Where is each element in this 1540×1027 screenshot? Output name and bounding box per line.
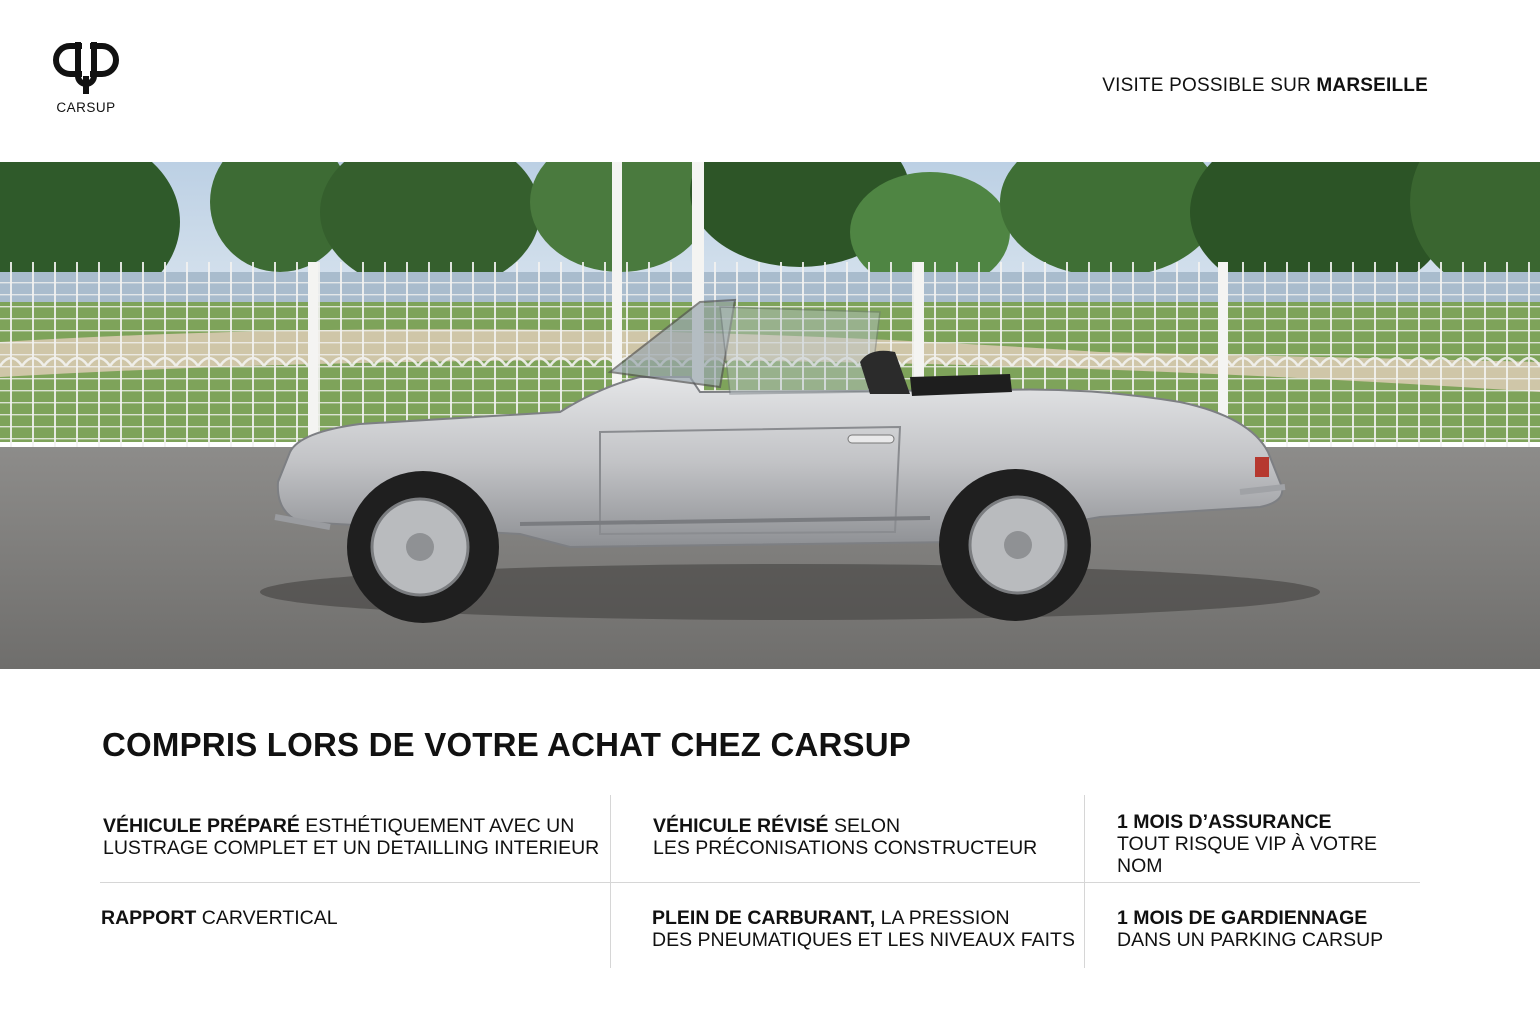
item-text-1: ESTHÉTIQUEMENT AVEC UN: [299, 815, 575, 837]
logo-wordmark: CARSUP: [56, 100, 116, 115]
item-text-2: LUSTRAGE COMPLET ET UN DETAILLING INTERIEUR: [103, 837, 600, 859]
included-item-revision: [653, 815, 1073, 859]
included-item-storage: [1117, 907, 1427, 951]
row-divider: [100, 882, 1420, 883]
car-photo-illustration: [0, 162, 1540, 669]
item-bold: VÉHICULE RÉVISÉ: [653, 815, 829, 837]
item-text-2: DANS UN PARKING CARSUP: [1117, 929, 1384, 951]
item-bold: 1 MOIS D’ASSURANCE: [1117, 811, 1332, 833]
included-item-report: [101, 907, 601, 929]
carsup-logo[interactable]: [44, 38, 128, 118]
hero-photo: [0, 162, 1540, 669]
item-bold: VÉHICULE PRÉPARÉ: [103, 815, 300, 837]
column-divider: [1084, 795, 1085, 968]
included-items-grid: [100, 795, 1420, 968]
item-text-2: DES PNEUMATIQUES ET LES NIVEAUX FAITS: [652, 929, 1075, 951]
item-text-1: CARVERTICAL: [196, 907, 338, 929]
item-text-1: LA PRESSION: [875, 907, 1010, 929]
front-wheel: [347, 471, 499, 623]
item-text-1: SELON: [828, 815, 901, 837]
section-title: COMPRIS LORS DE VOTRE ACHAT CHEZ CARSUP: [102, 726, 912, 763]
item-bold: RAPPORT: [101, 907, 197, 929]
included-item-fuel: [652, 907, 1077, 951]
item-bold: PLEIN DE CARBURANT,: [652, 907, 876, 929]
column-divider: [610, 795, 611, 968]
visit-location: [1102, 75, 1428, 97]
included-item-preparation: [103, 815, 603, 859]
rear-wheel: [939, 469, 1091, 621]
item-text-2: LES PRÉCONISATIONS CONSTRUCTEUR: [653, 837, 1038, 859]
item-text-2: TOUT RISQUE VIP À VOTRE NOM: [1117, 833, 1378, 877]
item-bold: 1 MOIS DE GARDIENNAGE: [1117, 907, 1368, 929]
included-item-insurance: [1117, 811, 1427, 877]
visit-city: MARSEILLE: [1316, 75, 1428, 96]
fence-pillar: [308, 262, 318, 452]
visit-prefix: VISITE POSSIBLE SUR: [1102, 75, 1311, 96]
carsup-monogram-icon: [48, 38, 124, 100]
